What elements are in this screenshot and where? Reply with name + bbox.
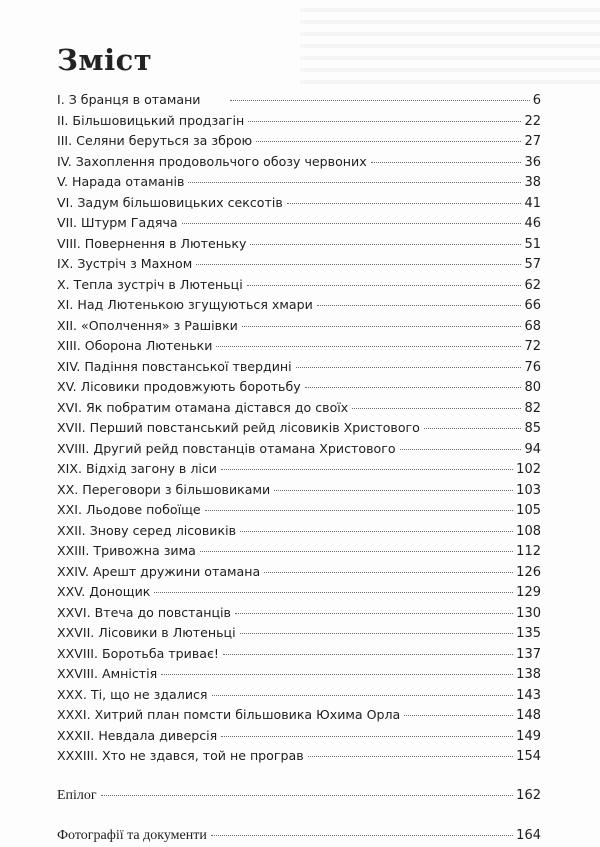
dot-leader [212,695,514,696]
toc-entry-page-number: 126 [516,564,541,580]
toc-entry-label: V. Нарада отаманів [57,174,185,189]
toc-entry-label: VIII. Повернення в Лютеньку [57,235,247,251]
toc-entry-label: Епілог [57,787,97,803]
dot-leader [242,326,522,327]
toc-entry-page-number: 129 [516,585,541,600]
toc-entry-page-number: 46 [524,216,541,231]
toc-entry[interactable] [57,562,541,583]
toc-entry[interactable] [57,398,541,419]
toc-entry-page-number: 149 [516,728,541,744]
toc-entry[interactable] [57,705,541,726]
toc-entry[interactable] [57,439,541,460]
toc-entry[interactable] [57,111,541,132]
toc-entry-page-number: 138 [516,667,541,682]
toc-entry-page-number: 162 [516,787,541,803]
toc-entry[interactable] [57,254,541,275]
toc-entry-page-number: 135 [516,626,541,641]
section-gap [57,806,541,826]
toc-entry-label: XIII. Оборона Лютеньки [57,338,213,353]
toc-entry-label: XXX. Ті, що не здалися [57,686,208,702]
toc-entry-label: XVIII. Другий рейд повстанців отамана Христового [57,440,396,456]
toc-entry-label: XXVIII. Боротьба триває! [57,645,219,661]
dot-leader [205,510,513,511]
toc-entry-page-number: 51 [524,236,541,252]
toc-entry-label: XXXI. Хитрий план помсти більшовика Юхима Орла [57,707,401,722]
toc-entry[interactable] [57,213,541,234]
dot-leader [240,633,514,634]
dot-leader [196,264,521,265]
toc-entry-page-number: 76 [524,359,541,375]
toc-entry-page-number: 94 [524,441,541,457]
toc-entry-page-number: 82 [524,400,541,416]
toc-entry-page-number: 41 [524,195,541,211]
dot-leader [223,654,513,655]
dot-leader [161,674,513,675]
toc-entry[interactable] [57,480,541,501]
dot-leader [305,387,522,388]
toc-entry[interactable] [57,336,541,357]
toc-entry[interactable] [57,172,541,193]
toc-entry[interactable] [57,316,541,337]
dot-leader [154,592,513,593]
section-gap [57,767,541,786]
toc-entry-page-number: 62 [524,277,541,293]
toc-entry-page-number: 137 [516,646,541,662]
dot-leader [101,795,514,796]
toc-entry-page-number: 36 [524,154,541,170]
toc-entry-label: I. З бранця в отамани [57,92,201,107]
dot-leader [182,223,522,224]
dot-leader [248,121,521,122]
dot-leader [400,449,522,450]
dot-leader [200,551,513,552]
toc-entry-label: XXIII. Тривожна зима [57,543,196,558]
toc-entry[interactable] [57,295,541,316]
toc-entry-page-number: 22 [524,113,541,129]
toc-entry[interactable] [57,377,541,398]
dot-leader [216,346,521,347]
toc-entry[interactable] [57,623,541,644]
toc-entry-label: XIV. Падіння повстанської твердині [57,358,292,374]
toc-entry-page-number: 27 [524,134,541,149]
page-title: Зміст [57,43,153,77]
table-of-contents-page [57,40,541,847]
dot-leader [221,736,513,737]
toc-entry-label: III. Селяни беруться за зброю [57,133,253,148]
toc-entry-label: IX. Зустріч з Махном [57,256,193,271]
dot-leader [371,162,522,163]
toc-entry-page-number: 164 [516,828,541,843]
toc-entry[interactable] [57,459,541,480]
dot-leader [188,182,521,183]
toc-entry-page-number: 68 [524,318,541,334]
toc-entry[interactable] [57,131,541,152]
dot-leader [264,572,513,573]
toc-entry[interactable] [57,193,541,214]
toc-entry-label: XXXII. Невдала диверсія [57,727,218,743]
toc-entry-label: XVI. Як побратим отамана дістався до своїх [57,399,349,415]
dot-leader [256,141,521,142]
toc-entry-page-number: 103 [516,482,541,498]
toc-entry-label: Фотографії та документи [57,828,207,843]
dot-leader [352,408,521,409]
dot-leader [221,469,513,470]
toc-entry-page-number: 130 [516,605,541,621]
toc-entry[interactable] [57,521,541,542]
toc-entry[interactable] [57,500,541,521]
toc-entry-label: VII. Штурм Гадяча [57,215,178,230]
toc-entry-page-number: 57 [524,257,541,272]
toc-entry-label: XXXIII. Хто не здався, той не програв [57,748,304,763]
chapter-list [57,90,541,767]
toc-entry-epilogue[interactable] [57,786,541,807]
dot-leader [211,835,513,836]
toc-entry-page-number: 6 [532,93,541,108]
toc-entry-label: XI. Над Лютенькою згущуються хмари [57,297,313,312]
dot-leader [247,285,522,286]
toc-entry[interactable] [57,726,541,747]
toc-entry-page-number: 112 [516,544,541,559]
dot-leader [287,203,522,204]
dot-leader [240,531,513,532]
toc-entry-page-number: 80 [524,380,541,395]
toc-entry[interactable] [57,664,541,685]
toc-entry-label: IV. Захоплення продовольчого обозу червоних [57,153,367,169]
toc-entry-label: X. Тепла зустріч в Лютеньці [57,276,243,292]
toc-entry[interactable] [57,275,541,296]
toc-entry-label: XXVIII. Амністія [57,666,158,681]
dot-leader [308,756,514,757]
toc-entry-label: XII. «Ополчення» з Рашівки [57,317,238,333]
toc-entry-label: XXVI. Втеча до повстанців [57,604,231,620]
dot-leader [250,244,521,245]
toc-entry[interactable] [57,90,541,111]
toc-entry-label: XX. Переговори з більшовиками [57,481,271,497]
toc-entry-page-number: 38 [524,175,541,190]
toc-entry-label: XXII. Знову серед лісовиків [57,522,237,538]
toc-entry-label: XXI. Льодове побоїще [57,502,201,517]
dot-leader [424,428,522,429]
toc-entry-page-number: 72 [524,339,541,354]
toc-entry-page-number: 66 [524,298,541,313]
toc-entry[interactable] [57,541,541,562]
dot-leader [317,305,522,306]
toc-entry-label: XXIV. Арешт дружини отамана [57,563,261,579]
toc-entry[interactable] [57,603,541,624]
toc-entry-label: XXVII. Лісовики в Лютеньці [57,625,236,640]
dot-leader [235,613,513,614]
toc-entry[interactable] [57,685,541,706]
toc-entry-label: XVII. Перший повстанський рейд лісовиків Христового [57,420,420,435]
dot-leader [296,367,522,368]
toc-entry-page-number: 108 [516,523,541,539]
toc-entry-page-number: 102 [516,462,541,477]
toc-entry-page-number: 148 [516,708,541,723]
toc-entry-label: VI. Задум більшовицьких сексотів [57,194,283,210]
toc-entry[interactable] [57,152,541,173]
toc-entry-page-number: 154 [516,749,541,764]
toc-entry[interactable] [57,746,541,767]
toc-entry-photos-documents[interactable] [57,826,541,847]
dot-leader [230,100,529,101]
dot-leader [274,490,513,491]
toc-entry[interactable] [57,644,541,665]
toc-entry-page-number: 105 [516,503,541,518]
toc-entry[interactable] [57,357,541,378]
toc-entry[interactable] [57,234,541,255]
toc-entry[interactable] [57,418,541,439]
toc-entry-label: XXV. Донощик [57,584,151,599]
toc-entry-page-number: 85 [524,421,541,436]
toc-entry[interactable] [57,582,541,603]
toc-entry-label: II. Більшовицький продзагін [57,112,245,128]
toc-entry-label: XV. Лісовики продовжують боротьбу [57,379,301,394]
toc-entry-label: XIX. Відхід загону в ліси [57,461,217,476]
dot-leader [404,715,513,716]
toc-entry-page-number: 143 [516,687,541,703]
